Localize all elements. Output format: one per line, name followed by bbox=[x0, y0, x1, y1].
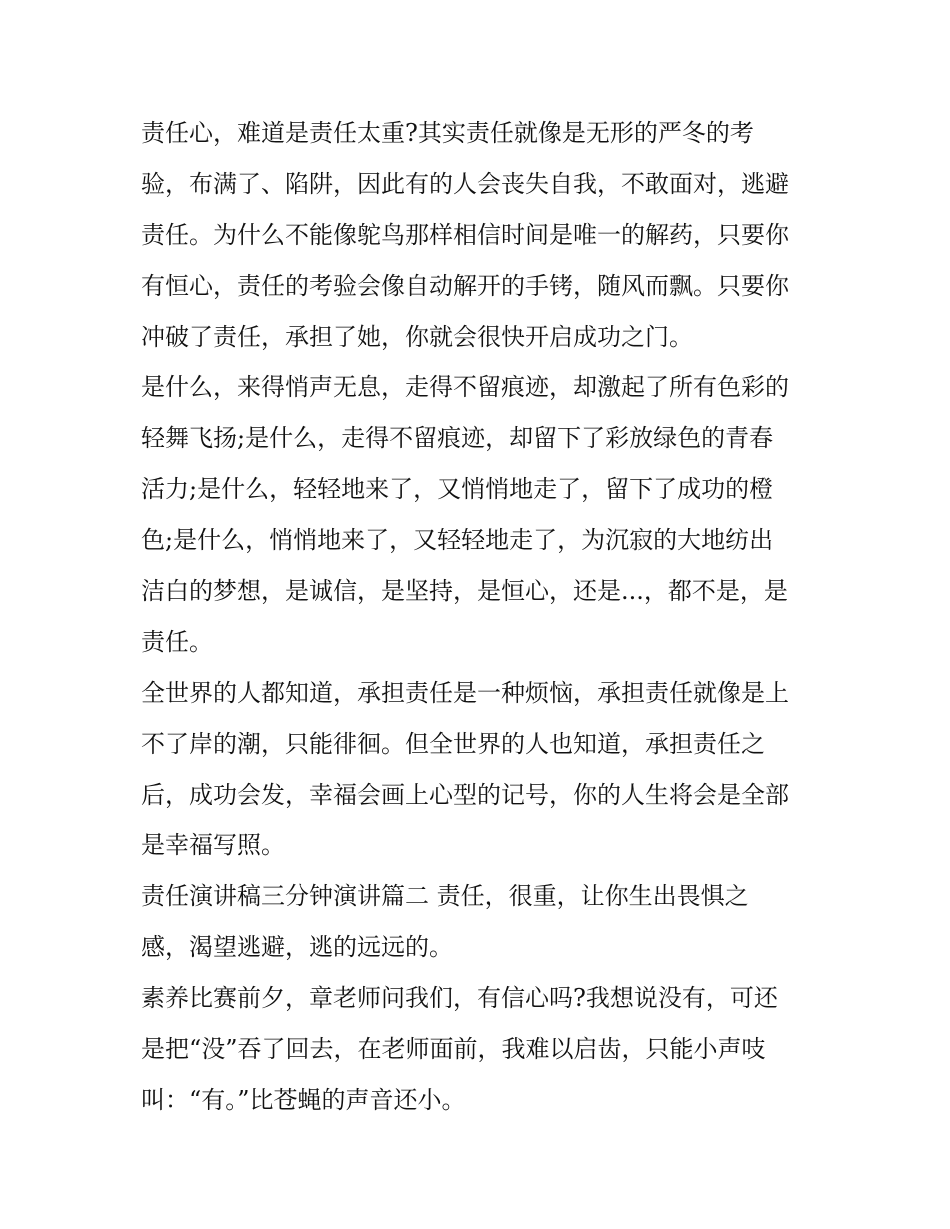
text-line: 色;是什么，悄悄地来了，又轻轻地走了，为沉寂的大地纺出 bbox=[141, 526, 774, 555]
text-line: 是什么，来得悄声无息，走得不留痕迹，却激起了所有色彩的 bbox=[141, 373, 789, 402]
text-line: 素养比赛前夕，章老师问我们，有信心吗?我想说没有，可还 bbox=[141, 984, 778, 1013]
text-line: 全世界的人都知道，承担责任是一种烦恼，承担责任就像是上 bbox=[141, 678, 789, 707]
text-line: 有恒心，责任的考验会像自动解开的手铐，随风而飘。只要你 bbox=[141, 271, 789, 300]
text-line: 感，渴望逃避，逃的远远的。 bbox=[141, 933, 453, 962]
text-line: 后，成功会发，幸福会画上心型的记号，你的人生将会是全部 bbox=[141, 780, 789, 809]
text-line: 责任心，难道是责任太重?其实责任就像是无形的严冬的考 bbox=[141, 119, 754, 147]
text-line: 责任演讲稿三分钟演讲篇二 责任，很重，让你生出畏惧之 bbox=[141, 882, 749, 911]
text-line: 责任。为什么不能像鸵鸟那样相信时间是唯一的解药，只要你 bbox=[141, 220, 789, 249]
text-line: 不了岸的潮，只能徘徊。但全世界的人也知道，承担责任之 bbox=[141, 729, 765, 758]
text-line: 冲破了责任，承担了她，你就会很快开启成功之门。 bbox=[141, 322, 693, 351]
text-line: 洁白的梦想，是诚信，是坚持，是恒心，还是...，都不是，是 bbox=[141, 577, 788, 606]
text-line: 活力;是什么，轻轻地来了，又悄悄地走了，留下了成功的橙 bbox=[141, 475, 774, 504]
document-body bbox=[141, 108, 821, 1126]
text-line: 验，布满了、陷阱，因此有的人会丧失自我，不敢面对，逃避 bbox=[141, 169, 789, 198]
text-line: 是幸福写照。 bbox=[141, 831, 285, 860]
text-line: 轻舞飞扬;是什么，走得不留痕迹，却留下了彩放绿色的青春 bbox=[141, 424, 774, 453]
text-line: 是把“没”吞了回去，在老师面前，我难以启齿，只能小声吱 bbox=[141, 1035, 766, 1064]
text-line: 叫：“有。”比苍蝇的声音还小。 bbox=[141, 1085, 466, 1114]
text-line: 责任。 bbox=[141, 627, 213, 656]
